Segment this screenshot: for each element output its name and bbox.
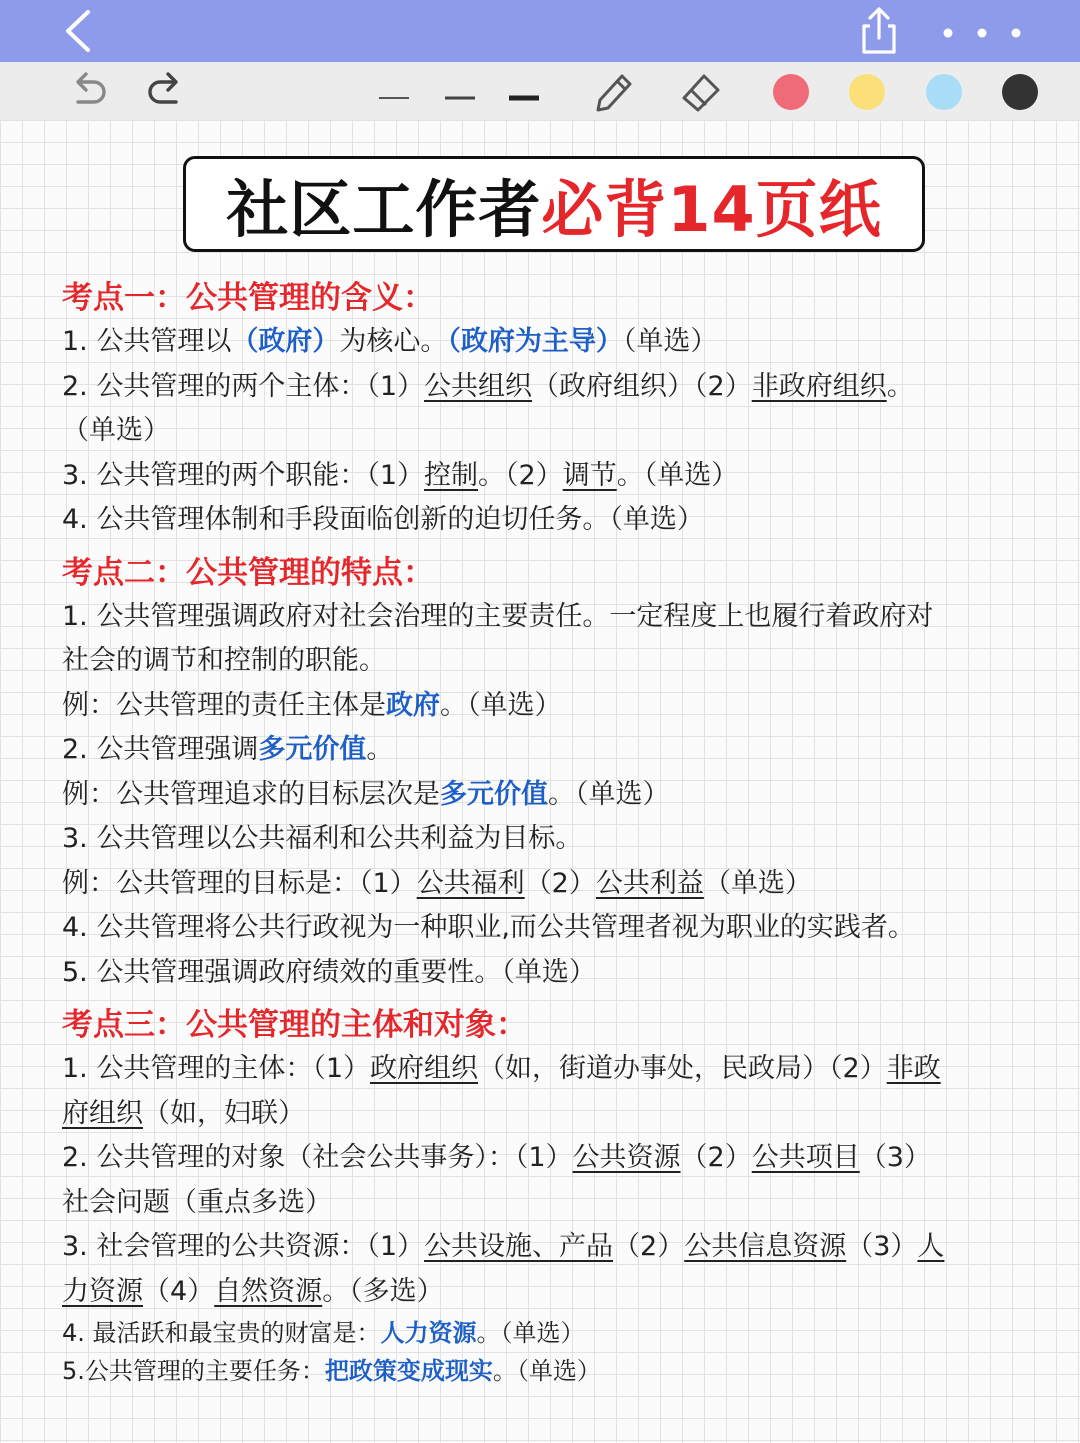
pen-icon[interactable]	[590, 68, 636, 114]
thin-stroke-icon[interactable]	[376, 68, 412, 114]
note-line: 2. 公共管理强调多元价值。	[62, 734, 394, 765]
section-heading-2: 考点二：公共管理的特点：	[62, 554, 434, 591]
note-line: 2. 公共管理的对象（社会公共事务）：（1）公共资源（2）公共项目（3）	[62, 1142, 931, 1173]
title-black-part: 社区工作者	[226, 172, 542, 246]
color-swatch-yellow[interactable]	[849, 74, 885, 110]
color-swatch-red[interactable]	[773, 74, 809, 110]
color-swatch-blue[interactable]	[926, 74, 962, 110]
section-heading-3: 考点三：公共管理的主体和对象：	[62, 1007, 527, 1043]
note-line: 1. 公共管理强调政府对社会治理的主要责任。一定程度上也履行着政府对	[62, 600, 934, 632]
note-line: 例：公共管理的目标是：（1）公共福利（2）公共利益（单选）	[62, 867, 812, 899]
drawing-toolbar	[0, 62, 1080, 120]
note-line: 4. 公共管理将公共行政视为一种职业,而公共管理者视为职业的实践者。	[62, 912, 915, 943]
note-line: 3. 公共管理以公共福利和公共利益为目标。	[62, 823, 583, 854]
note-line: 例：公共管理追求的目标层次是多元价值。（单选）	[62, 778, 670, 810]
note-line: 4. 公共管理体制和手段面临创新的迫切任务。（单选）	[62, 504, 704, 535]
note-line: 2. 公共管理的两个主体：（1）公共组织（政府组织）（2）非政府组织。	[62, 370, 914, 402]
note-line: 4. 最活跃和最宝贵的财富是：人力资源。（单选）	[62, 1319, 585, 1347]
page-title	[183, 156, 925, 252]
notes-content	[62, 276, 1052, 1390]
more-dots-icon[interactable]	[936, 20, 1036, 44]
note-line: （单选）	[62, 415, 170, 446]
note-line: 例：公共管理的责任主体是政府。（单选）	[62, 689, 562, 721]
note-line: 1. 公共管理的主体：（1）政府组织（如，街道办事处，民政局）（2）非政	[62, 1053, 941, 1084]
chevron-left-icon[interactable]	[58, 8, 102, 54]
eraser-icon[interactable]	[678, 68, 724, 114]
note-line: 5. 公共管理强调政府绩效的重要性。（单选）	[62, 956, 596, 988]
top-app-bar	[0, 0, 1080, 62]
note-line: 3. 公共管理的两个职能：（1）控制。（2）调节。（单选）	[62, 459, 739, 491]
note-line: 力资源（4）自然资源。（多选）	[62, 1275, 444, 1307]
note-line: 1. 公共管理以（政府）为核心。（政府为主导）（单选）	[62, 326, 718, 357]
share-icon[interactable]	[856, 6, 902, 56]
title-red-part: 必背14页纸	[541, 172, 882, 246]
thick-stroke-icon[interactable]	[506, 68, 542, 114]
note-line: 府组织（如，妇联）	[62, 1097, 305, 1129]
redo-icon[interactable]	[144, 68, 186, 114]
note-line: 5.公共管理的主要任务：把政策变成现实。（单选）	[62, 1357, 601, 1385]
section-heading-1: 考点一：公共管理的含义：	[62, 280, 434, 316]
medium-stroke-icon[interactable]	[442, 68, 478, 114]
note-line: 社会的调节和控制的职能。	[62, 645, 386, 676]
note-line: 社会问题（重点多选）	[62, 1186, 332, 1218]
note-line: 3. 社会管理的公共资源：（1）公共设施、产品（2）公共信息资源（3）人	[62, 1231, 945, 1262]
color-swatch-black[interactable]	[1002, 74, 1038, 110]
undo-icon[interactable]	[68, 68, 110, 114]
